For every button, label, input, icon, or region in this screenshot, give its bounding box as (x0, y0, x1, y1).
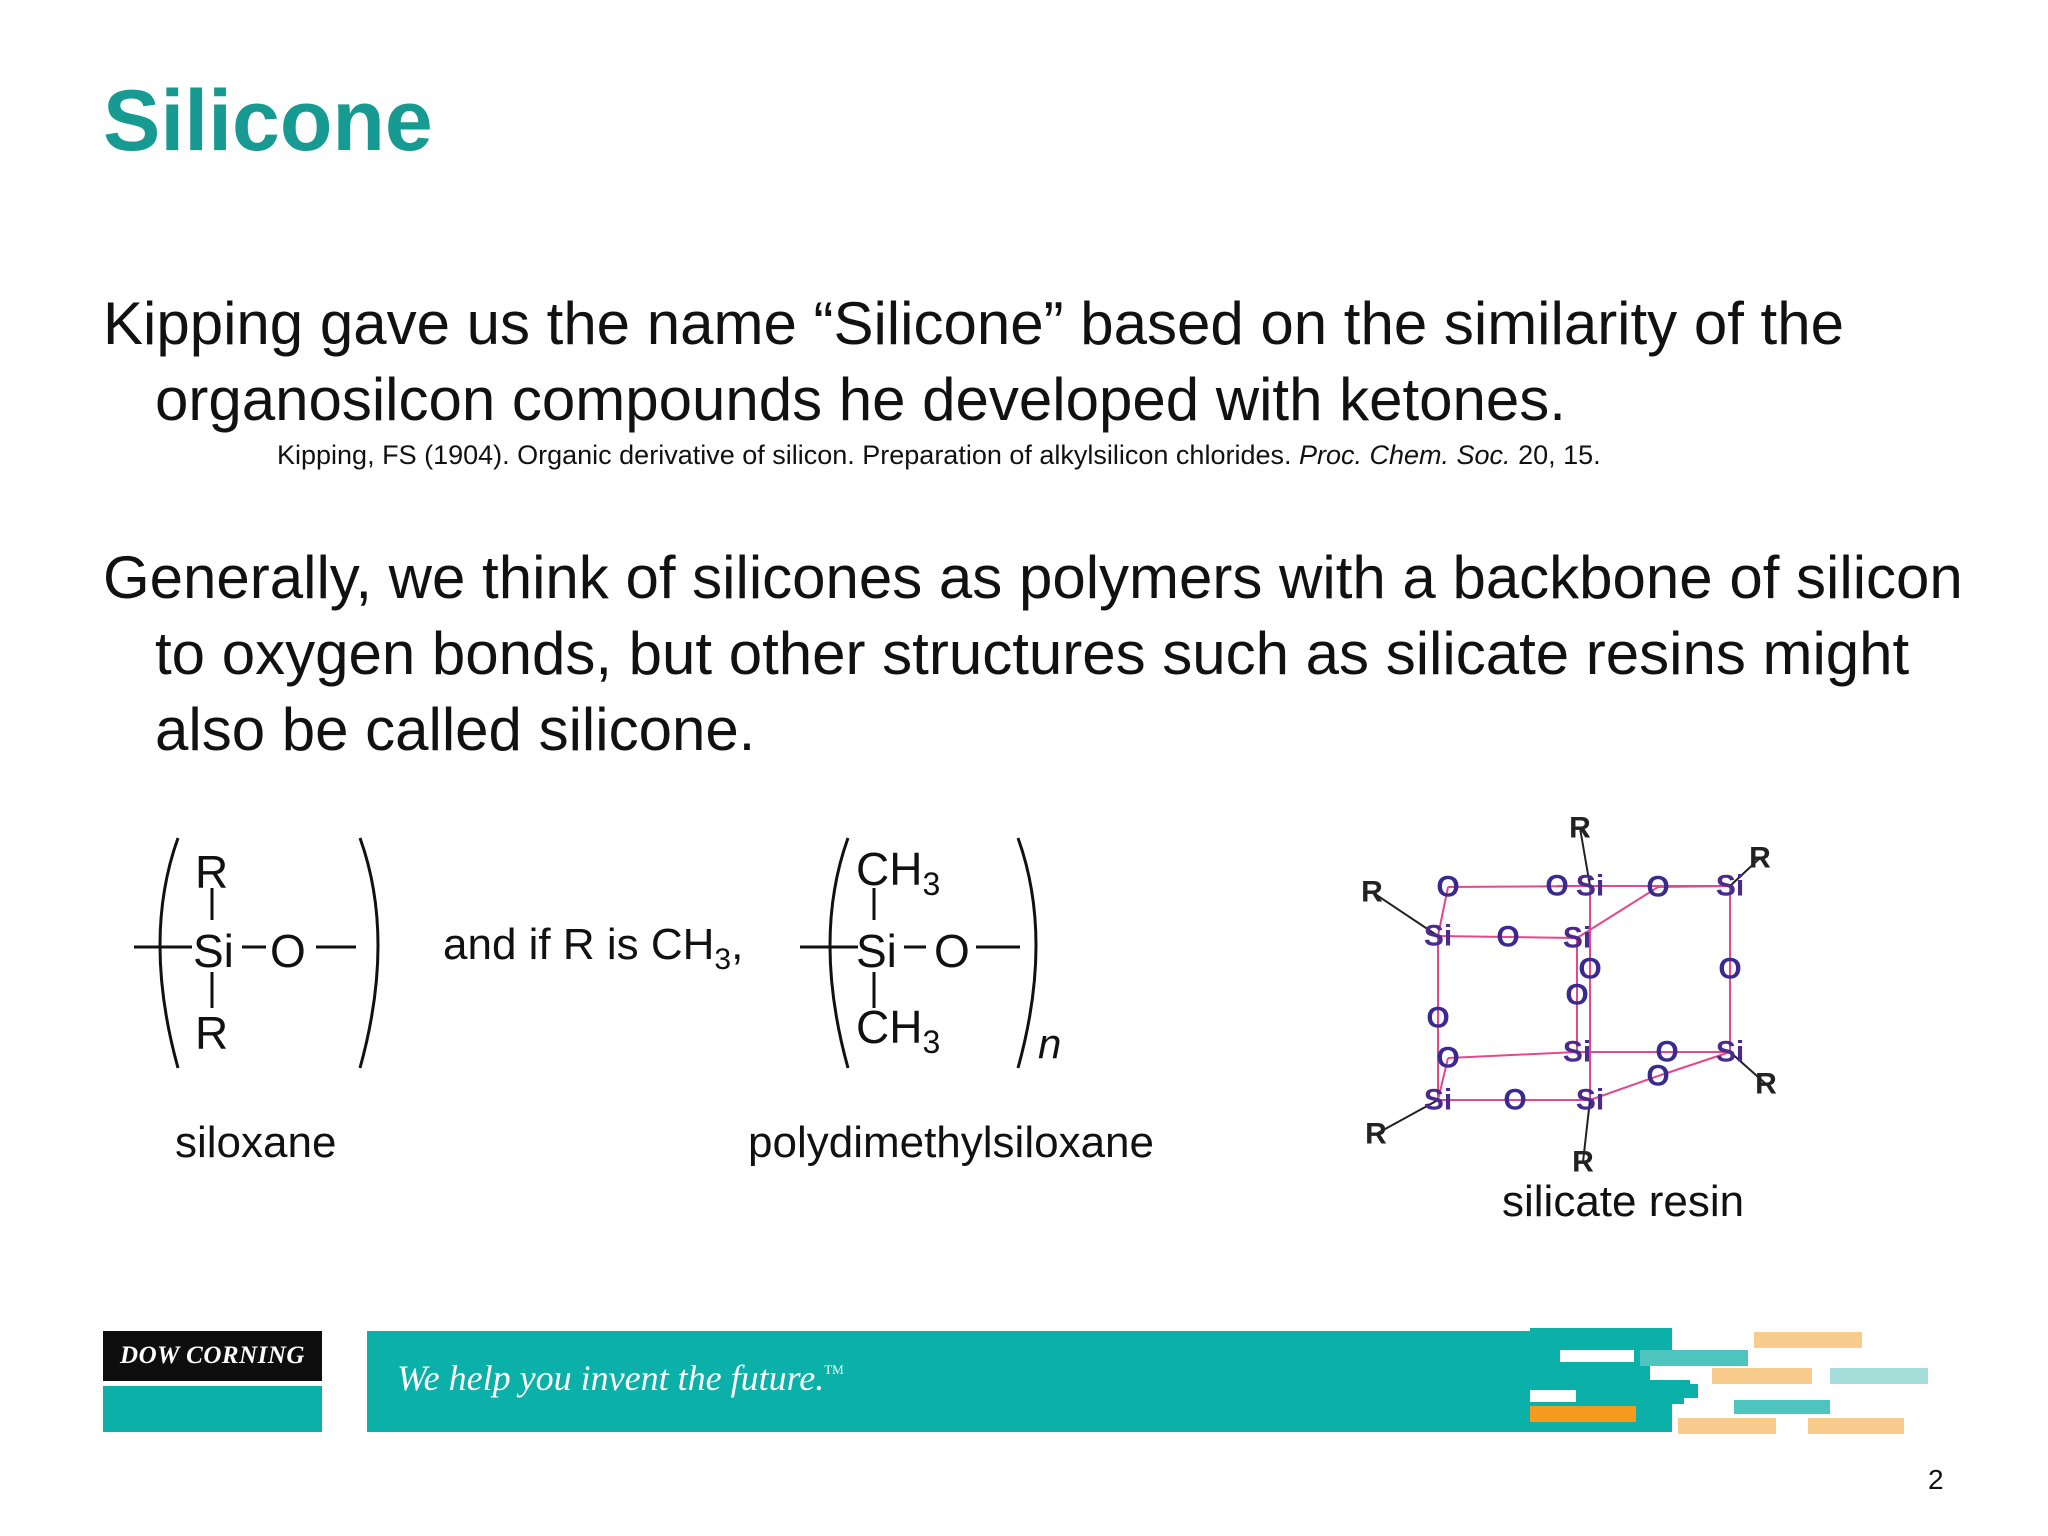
connector-comma: , (731, 920, 744, 969)
pdms-si: Si (856, 925, 897, 977)
paragraph-kipping: Kipping gave us the name “Silicone” based on the similarity of the organosilcon compounds he developed with ketones. (103, 290, 1844, 433)
citation-suffix: 20, 15. (1510, 440, 1601, 470)
stripe (1650, 1366, 1690, 1380)
paragraph-silicones: Generally, we think of silicones as polymers with a backbone of silicon to oxygen bonds, but other structures such as silicate resins might also be called silicone. (103, 544, 1963, 763)
silicate-resin-structure (1350, 800, 1930, 1190)
siloxane-si: Si (193, 925, 234, 977)
stripe (1530, 1328, 1672, 1350)
resin-o-atom: O (1426, 1001, 1450, 1035)
silicate-resin-caption: silicate resin (1502, 1177, 1745, 1226)
dow-corning-logo: DOW CORNING (103, 1331, 322, 1381)
resin-si-atom: Si (1575, 869, 1605, 903)
resin-si-atom: Si (1562, 1035, 1592, 1069)
siloxane-structure (120, 820, 400, 1080)
stripe (1734, 1400, 1830, 1414)
resin-o-atom: O (1496, 920, 1520, 954)
citation-journal: Proc. Chem. Soc. (1298, 440, 1511, 470)
resin-o-atom: O (1545, 869, 1569, 903)
resin-r-group: R (1365, 1117, 1387, 1151)
resin-r-group: R (1749, 841, 1771, 875)
pdms-bottom-sub: 3 (922, 1024, 941, 1061)
resin-o-atom: O (1436, 1041, 1460, 1075)
trademark: TM (824, 1362, 844, 1377)
resin-o-atom: O (1578, 952, 1602, 986)
pdms-top-sub: 3 (922, 866, 941, 903)
pdms-right-bracket (1018, 838, 1036, 1068)
stripe (1638, 1384, 1698, 1398)
stripe (1530, 1406, 1636, 1422)
pdms-top-ch3 (856, 842, 940, 903)
pdms-bottom-ch3 (856, 1000, 940, 1061)
siloxane-top-r: R (195, 846, 229, 898)
connector-main: and if R is CH (443, 920, 715, 969)
resin-si-atom: Si (1423, 919, 1453, 953)
resin-o-atom: O (1503, 1083, 1527, 1117)
pdms-bottom-ch: CH (856, 1001, 923, 1053)
pdms-o: O (934, 925, 970, 977)
siloxane-left-bracket (160, 838, 178, 1068)
stripe (1830, 1368, 1928, 1384)
slide-title: Silicone (103, 73, 433, 169)
resin-r-group: R (1572, 1145, 1594, 1179)
stripe (1754, 1332, 1862, 1348)
pdms-left-bracket (830, 838, 848, 1068)
resin-o-atom: O (1565, 978, 1589, 1012)
stripe (1808, 1418, 1904, 1434)
connector-sub: 3 (714, 942, 732, 976)
resin-r-group: R (1755, 1067, 1777, 1101)
resin-si-atom: Si (1715, 869, 1745, 903)
resin-si-atom: Si (1575, 1083, 1605, 1117)
resin-bond (1448, 886, 1590, 887)
connector-text (443, 920, 743, 977)
pdms-repeat-n: n (1038, 1020, 1062, 1067)
decorative-stripes (1530, 1328, 1950, 1438)
stripe (1640, 1350, 1748, 1366)
siloxane-o: O (270, 925, 306, 977)
siloxane-right-bracket (360, 838, 378, 1068)
resin-o-atom: O (1646, 1059, 1670, 1093)
resin-si-atom: Si (1562, 921, 1592, 955)
resin-o-atom: O (1718, 952, 1742, 986)
stripe (1530, 1390, 1576, 1402)
stripe (1560, 1350, 1634, 1362)
tagline (397, 1357, 844, 1399)
resin-atoms (1361, 812, 1777, 1179)
siloxane-bottom-r: R (195, 1007, 229, 1059)
tagline-text: We help you invent the future. (397, 1358, 825, 1398)
resin-si-atom: Si (1423, 1083, 1453, 1117)
stripe (1712, 1368, 1812, 1384)
resin-o-atom: O (1436, 870, 1460, 904)
pdms-caption: polydimethylsiloxane (748, 1118, 1154, 1167)
citation (277, 440, 1601, 471)
stripe (1678, 1418, 1776, 1434)
siloxane-caption: siloxane (175, 1118, 337, 1167)
resin-o-atom: O (1646, 870, 1670, 904)
logo-teal-block (103, 1386, 322, 1432)
citation-prefix: Kipping, FS (1904). Organic derivative of silicon. Preparation of alkylsilicon chlorides. (277, 440, 1299, 470)
page-number: 2 (1928, 1464, 1944, 1495)
resin-r-group: R (1569, 811, 1591, 845)
resin-r-group: R (1361, 875, 1383, 909)
pdms-top-ch: CH (856, 843, 923, 895)
resin-o-atom: O (1655, 1035, 1679, 1069)
resin-bond (1448, 1052, 1577, 1058)
resin-si-atom: Si (1715, 1035, 1745, 1069)
